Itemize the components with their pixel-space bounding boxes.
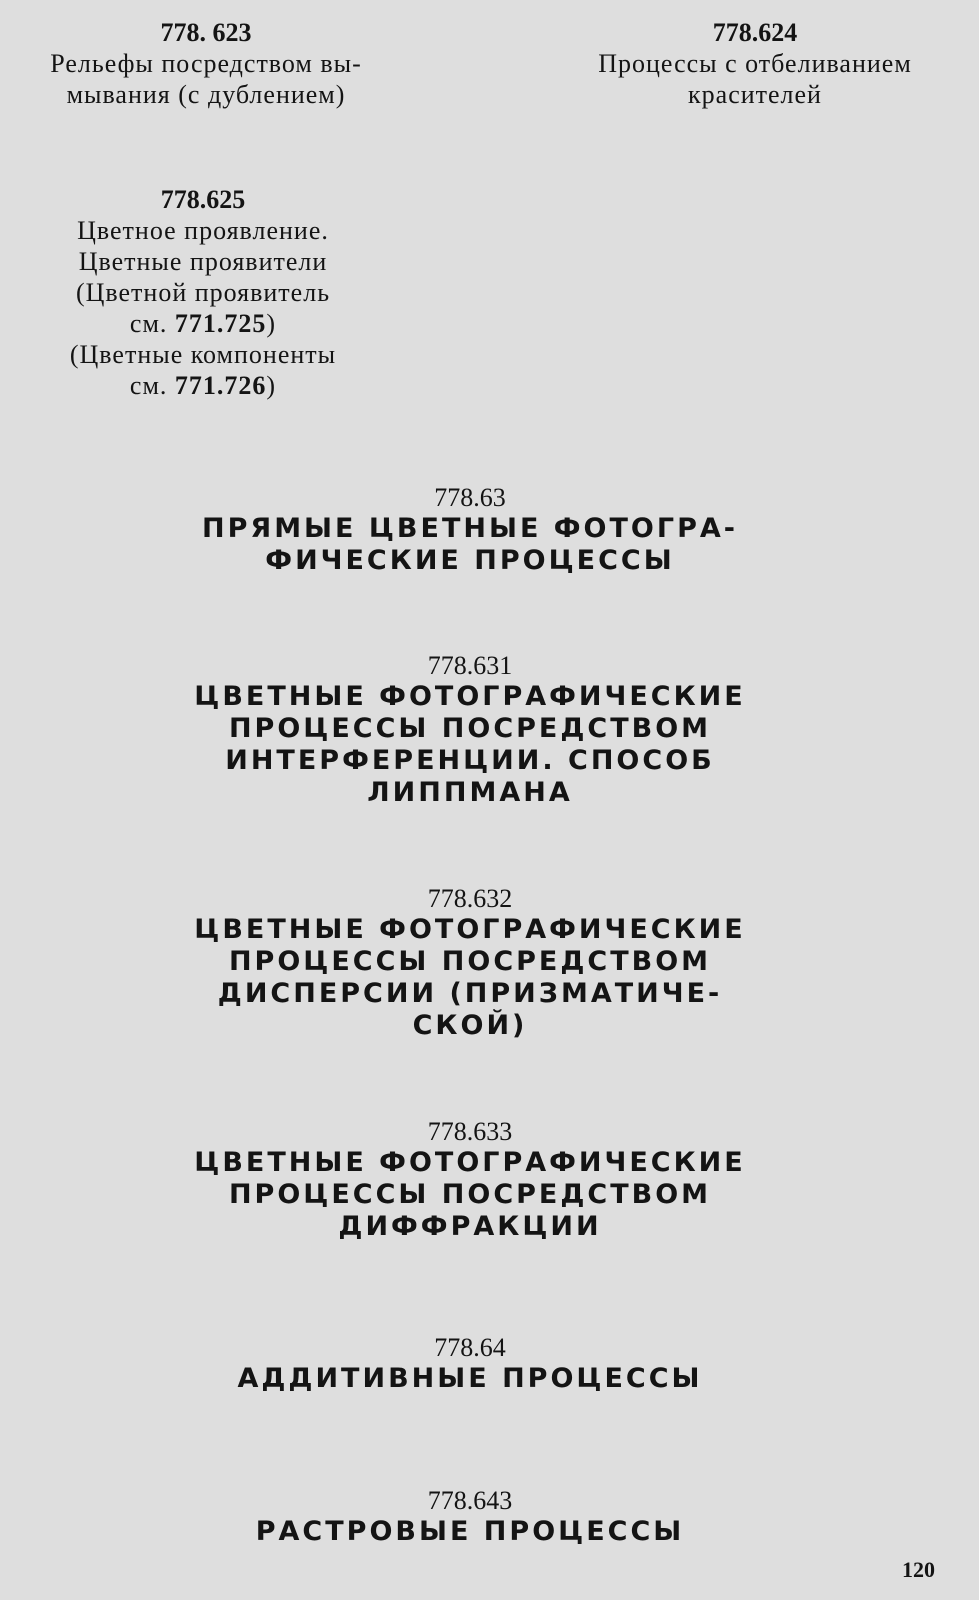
heading-line: ПРОЦЕССЫ ПОСРЕДСТВОМ <box>228 713 712 744</box>
entry-text <box>18 215 388 401</box>
entry-text-line: красителей <box>688 80 822 109</box>
heading-code: 778.631 <box>427 651 513 680</box>
heading-code: 778.632 <box>427 884 513 913</box>
entry-text-line: Цветные проявители <box>78 247 328 276</box>
cross-reference-line <box>18 308 388 339</box>
heading-778-632 <box>140 884 800 1042</box>
entry-text-line: (Цветные компоненты <box>69 340 337 369</box>
heading-line: ЦВЕТНЫЕ ФОТОГРАФИЧЕСКИЕ <box>194 914 746 945</box>
entry-code: 778.625 <box>160 185 246 214</box>
heading-778-631 <box>140 651 800 809</box>
cross-reference-code: 771.726 <box>174 371 267 400</box>
entry-text-line: Рельефы посредством вы- <box>50 49 362 78</box>
heading-line: СКОЙ) <box>412 1010 528 1041</box>
cross-reference-prefix: см. <box>129 309 175 338</box>
heading-line: ИНТЕРФЕРЕНЦИИ. СПОСОБ <box>225 745 715 776</box>
heading-line: ФИЧЕСКИЕ ПРОЦЕССЫ <box>265 545 675 576</box>
cross-reference-code: 771.725 <box>174 309 267 338</box>
heading-line: АДДИТИВНЫЕ ПРОЦЕССЫ <box>237 1363 703 1394</box>
heading-778-643 <box>140 1486 800 1548</box>
entry-text-line: (Цветной проявитель <box>75 278 331 307</box>
heading-line: ДИСПЕРСИИ (ПРИЗМАТИЧЕ- <box>217 978 723 1009</box>
heading-line: ЛИППМАНА <box>367 777 573 808</box>
entry-code: 778.624 <box>712 18 798 47</box>
entry-778-624 <box>545 18 965 110</box>
heading-778-64 <box>140 1333 800 1395</box>
heading-line: ПРОЦЕССЫ ПОСРЕДСТВОМ <box>228 1179 712 1210</box>
heading-code: 778.643 <box>427 1486 513 1515</box>
cross-reference-suffix: ) <box>266 309 277 338</box>
heading-line: ЦВЕТНЫЕ ФОТОГРАФИЧЕСКИЕ <box>194 681 746 712</box>
cross-reference-prefix: см. <box>129 371 175 400</box>
entry-code: 778. 623 <box>160 18 252 47</box>
heading-code: 778.63 <box>434 483 506 512</box>
entry-text-line: Цветное проявление. <box>77 216 329 245</box>
entry-778-625 <box>18 185 388 401</box>
heading-778-633 <box>140 1117 800 1243</box>
entry-text-line: мывания (с дублением) <box>66 80 346 109</box>
entry-text <box>545 48 965 110</box>
entry-text-line: Процессы с отбеливанием <box>598 49 912 78</box>
heading-line: ПРОЦЕССЫ ПОСРЕДСТВОМ <box>228 946 712 977</box>
heading-code: 778.633 <box>427 1117 513 1146</box>
cross-reference-line <box>18 370 388 401</box>
heading-line: ЦВЕТНЫЕ ФОТОГРАФИЧЕСКИЕ <box>194 1147 746 1178</box>
heading-code: 778.64 <box>434 1333 506 1362</box>
page-number: 120 <box>902 1557 935 1582</box>
heading-778-63 <box>140 483 800 577</box>
cross-reference-suffix: ) <box>266 371 277 400</box>
heading-line: ПРЯМЫЕ ЦВЕТНЫЕ ФОТОГРА- <box>202 513 738 544</box>
entry-text <box>0 48 412 110</box>
entry-778-623 <box>0 18 412 110</box>
heading-line: ДИФФРАКЦИИ <box>338 1211 602 1242</box>
heading-line: РАСТРОВЫЕ ПРОЦЕССЫ <box>255 1516 685 1547</box>
